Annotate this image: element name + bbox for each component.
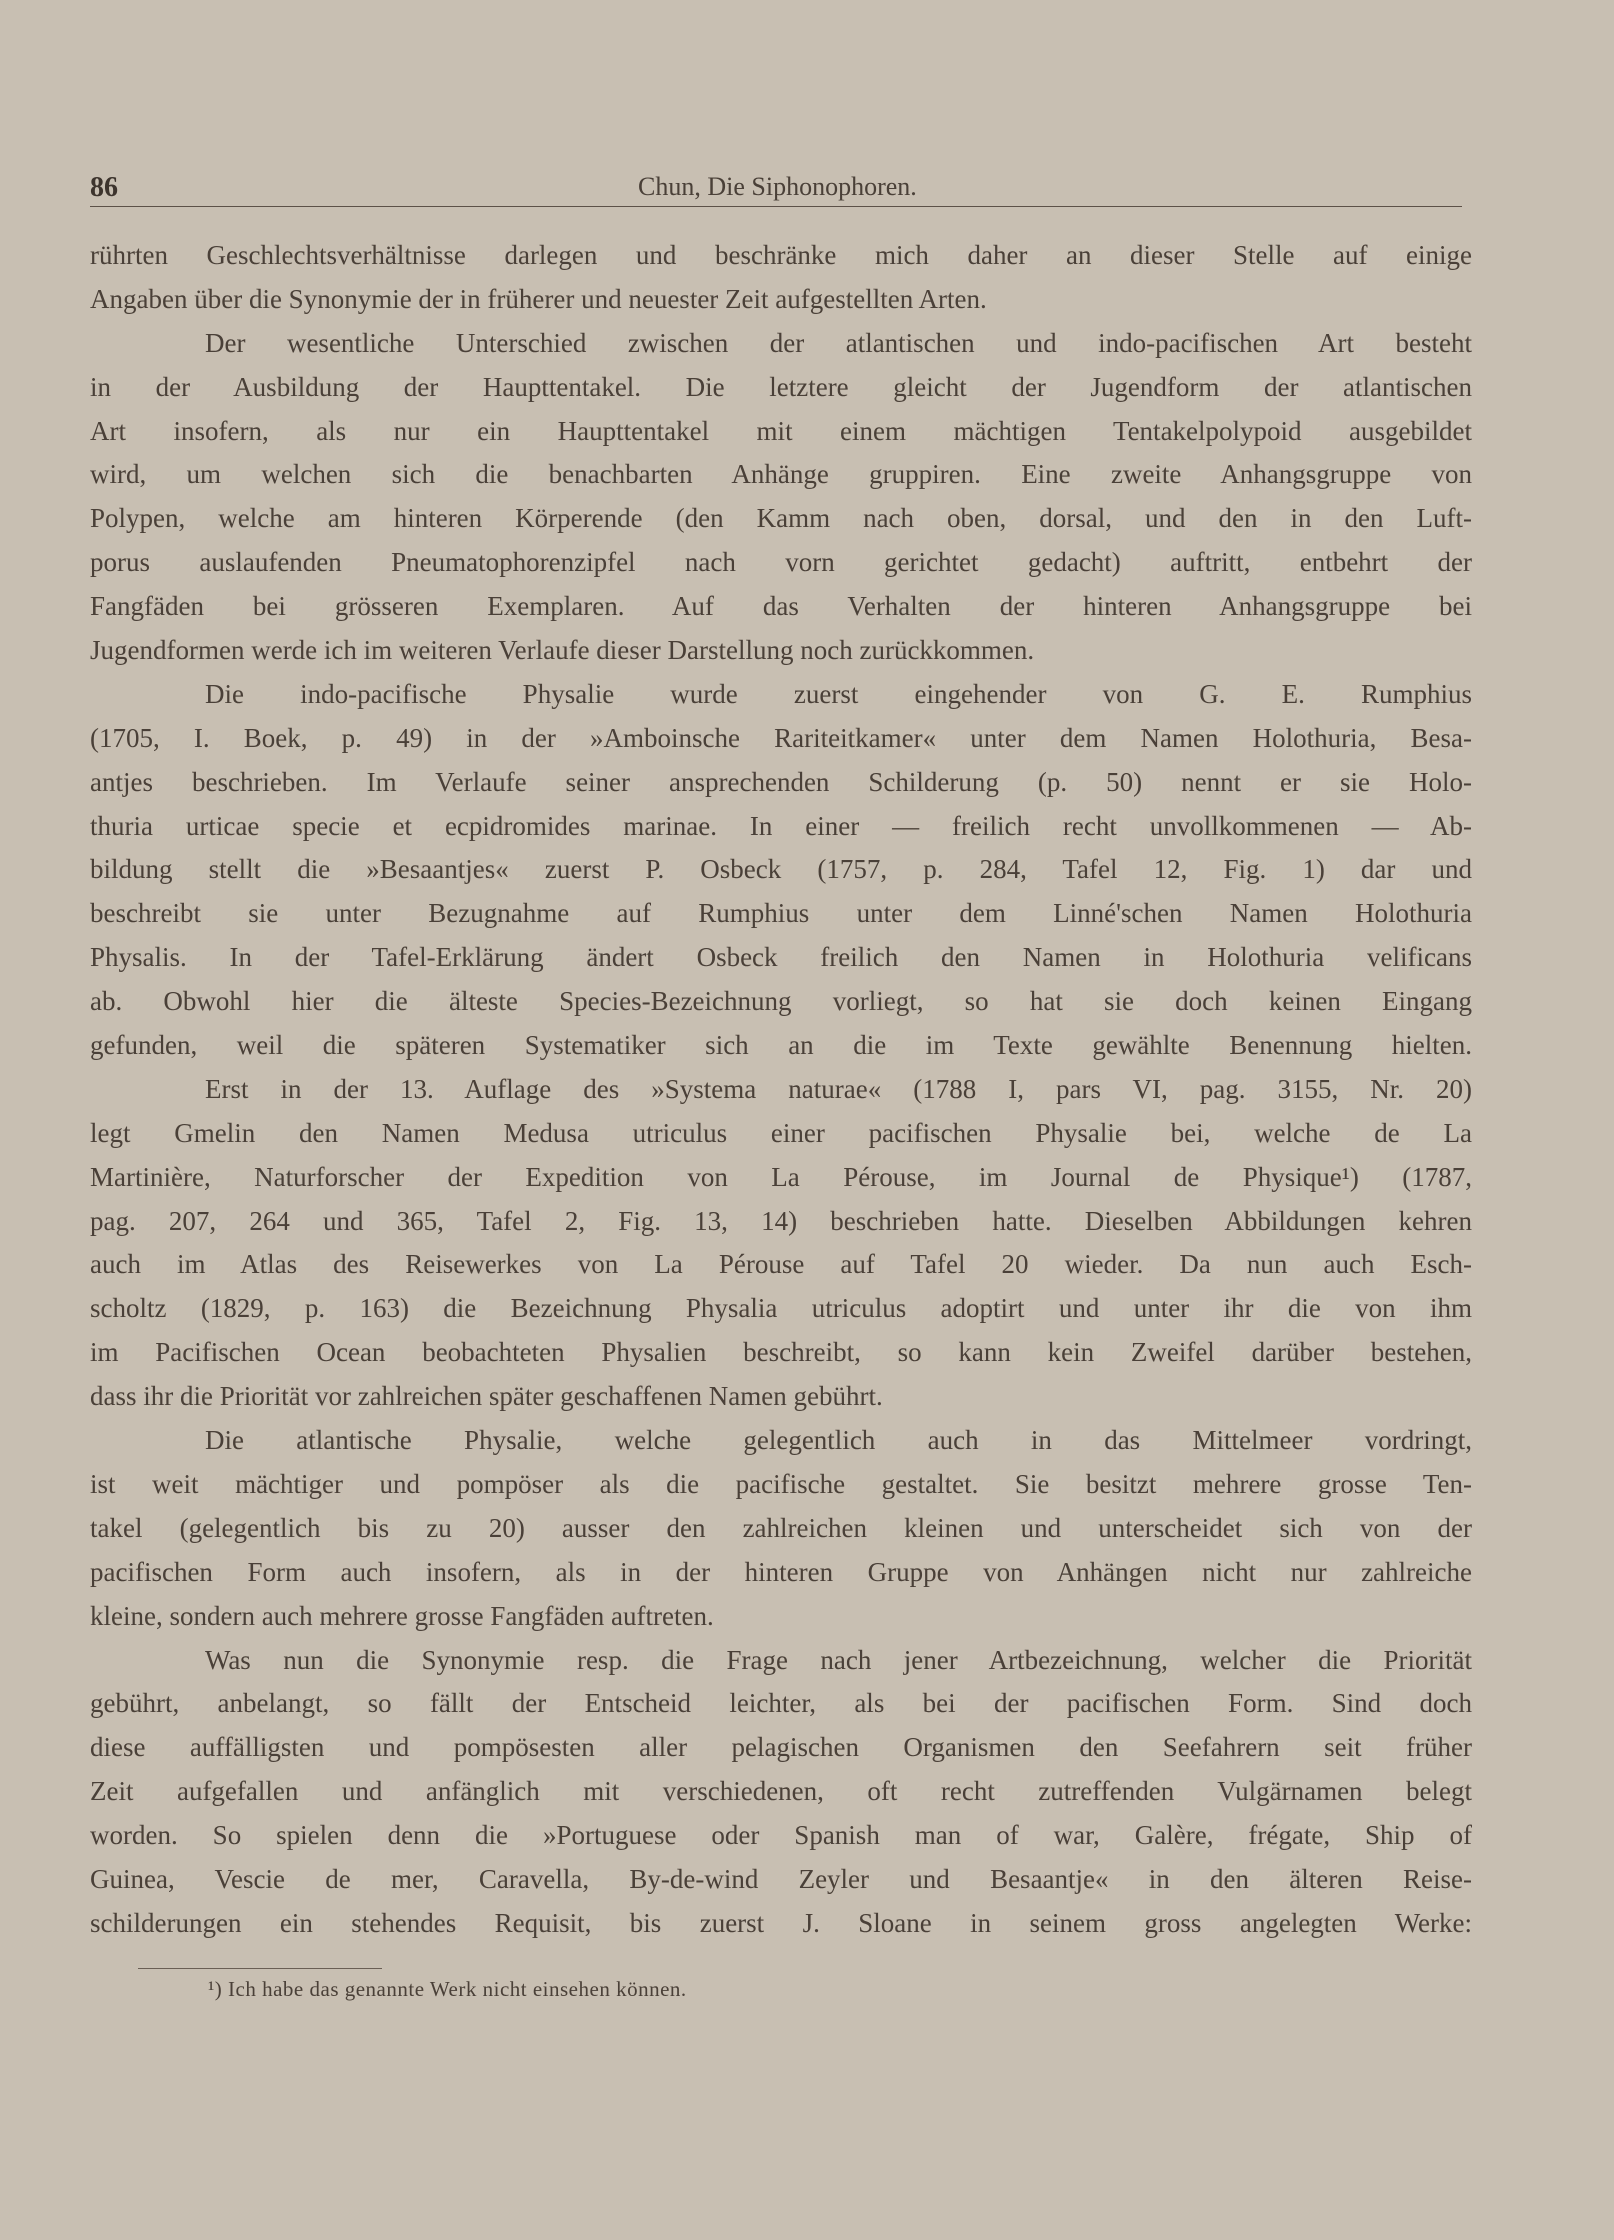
text-line: Jugendformen werde ich im weiteren Verlaufe dieser Darstellung noch zurückkommen.	[90, 635, 1035, 666]
page-number: 86	[90, 172, 118, 203]
text-line: pacifischen Form auch insofern, als in der hinteren Gruppe von Anhängen nicht nur zahlreiche	[90, 1556, 1472, 1587]
text-line: Fangfäden bei grösseren Exemplaren. Auf das Verhalten der hinteren Anhangsgruppe bei	[90, 591, 1472, 622]
text-line: ab. Obwohl hier die älteste Species-Bezeichnung vorliegt, so hat sie doch keinen Eingang	[90, 986, 1472, 1017]
header-rule	[90, 206, 1462, 207]
text-line: schilderungen ein stehendes Requisit, bis zuerst J. Sloane in seinem gross angelegten Werke:	[90, 1907, 1472, 1938]
text-line: Martinière, Naturforscher der Expedition von La Pérouse, im Journal de Physique¹) (1787,	[90, 1161, 1472, 1192]
text-line: porus auslaufenden Pneumatophorenzipfel nach vorn gerichtet gedacht) auftritt, entbehrt der	[90, 547, 1472, 578]
body-text	[90, 234, 1472, 1946]
text-line: thuria urticae specie et ecpidromides marinae. In einer — freilich recht unvollkommenen — Ab-	[90, 810, 1472, 841]
text-line: Der wesentliche Unterschied zwischen der atlantischen und indo-pacifischen Art besteht	[205, 327, 1472, 358]
text-line: Physalis. In der Tafel-Erklärung ändert Osbeck freilich den Namen in Holothuria velificans	[90, 942, 1472, 973]
page-header	[90, 168, 1462, 208]
text-line: antjes beschrieben. Im Verlaufe seiner ansprechenden Schilderung (p. 50) nennt er sie Holo-	[90, 766, 1472, 797]
text-line: ist weit mächtiger und pompöser als die pacifische gestaltet. Sie besitzt mehrere grosse Ten-	[90, 1468, 1472, 1499]
text-line: bildung stellt die »Besaantjes« zuerst P. Osbeck (1757, p. 284, Tafel 12, Fig. 1) dar und	[90, 854, 1472, 885]
text-line: in der Ausbildung der Haupttentakel. Die letztere gleicht der Jugendform der atlantischen	[90, 371, 1472, 402]
text-line: gebührt, anbelangt, so fällt der Entscheid leichter, als bei der pacifischen Form. Sind doch	[90, 1688, 1472, 1719]
text-line: scholtz (1829, p. 163) die Bezeichnung Physalia utriculus adoptirt und unter ihr die von ihm	[90, 1293, 1472, 1324]
text-line: pag. 207, 264 und 365, Tafel 2, Fig. 13, 14) beschrieben hatte. Dieselben Abbildungen kehren	[90, 1205, 1472, 1236]
text-line: (1705, I. Boek, p. 49) in der »Amboinsche Rariteitkamer« unter dem Namen Holothuria, Besa-	[90, 722, 1472, 753]
footnote: ¹) Ich habe das genannte Werk nicht einsehen können.	[208, 1977, 687, 2001]
text-line: kleine, sondern auch mehrere grosse Fangfäden auftreten.	[90, 1600, 714, 1631]
text-line: legt Gmelin den Namen Medusa utriculus einer pacifischen Physalie bei, welche de La	[90, 1117, 1472, 1148]
text-line: rührten Geschlechtsverhältnisse darlegen und beschränke mich daher an dieser Stelle auf einige	[90, 240, 1472, 270]
text-line: Art insofern, als nur ein Haupttentakel mit einem mächtigen Tentakelpolypoid ausgebildet	[90, 415, 1472, 446]
footnote-rule	[138, 1968, 382, 1969]
text-line: auch im Atlas des Reisewerkes von La Pérouse auf Tafel 20 wieder. Da nun auch Esch-	[90, 1249, 1472, 1280]
text-line: Zeit aufgefallen und anfänglich mit verschiedenen, oft recht zutreffenden Vulgärnamen belegt	[90, 1776, 1472, 1807]
text-line: worden. So spielen denn die »Portuguese oder Spanish man of war, Galère, frégate, Ship of	[90, 1820, 1472, 1851]
text-line: im Pacifischen Ocean beobachteten Physalien beschreibt, so kann kein Zweifel darüber bestehen,	[90, 1337, 1472, 1368]
text-line: Was nun die Synonymie resp. die Frage nach jener Artbezeichnung, welcher die Priorität	[205, 1644, 1472, 1675]
text-line: Polypen, welche am hinteren Körperende (den Kamm nach oben, dorsal, und den in den Luft-	[90, 503, 1472, 534]
text-line: Die indo-pacifische Physalie wurde zuerst eingehender von G. E. Rumphius	[205, 678, 1472, 709]
running-title: Chun, Die Siphonophoren.	[638, 172, 917, 201]
text-line: takel (gelegentlich bis zu 20) ausser den zahlreichen kleinen und unterscheidet sich von der	[90, 1512, 1472, 1543]
text-line: wird, um welchen sich die benachbarten Anhänge gruppiren. Eine zweite Anhangsgruppe von	[90, 459, 1472, 490]
text-line: Angaben über die Synonymie der in früherer und neuester Zeit aufgestellten Arten.	[90, 283, 987, 314]
text-line: Die atlantische Physalie, welche gelegentlich auch in das Mittelmeer vordringt,	[205, 1425, 1472, 1456]
text-line: gefunden, weil die späteren Systematiker sich an die im Texte gewählte Benennung hielten.	[90, 1030, 1472, 1061]
text-line: beschreibt sie unter Bezugnahme auf Rumphius unter dem Linné'schen Namen Holothuria	[90, 898, 1472, 929]
text-line: Guinea, Vescie de mer, Caravella, By-de-wind Zeyler und Besaantje« in den älteren Reise-	[90, 1863, 1472, 1894]
text-line: Erst in der 13. Auflage des »Systema naturae« (1788 I, pars VI, pag. 3155, Nr. 20)	[205, 1073, 1472, 1104]
text-line: dass ihr die Priorität vor zahlreichen später geschaffenen Namen gebührt.	[90, 1381, 883, 1412]
text-line: diese auffälligsten und pompösesten aller pelagischen Organismen den Seefahrern seit früher	[90, 1732, 1472, 1763]
